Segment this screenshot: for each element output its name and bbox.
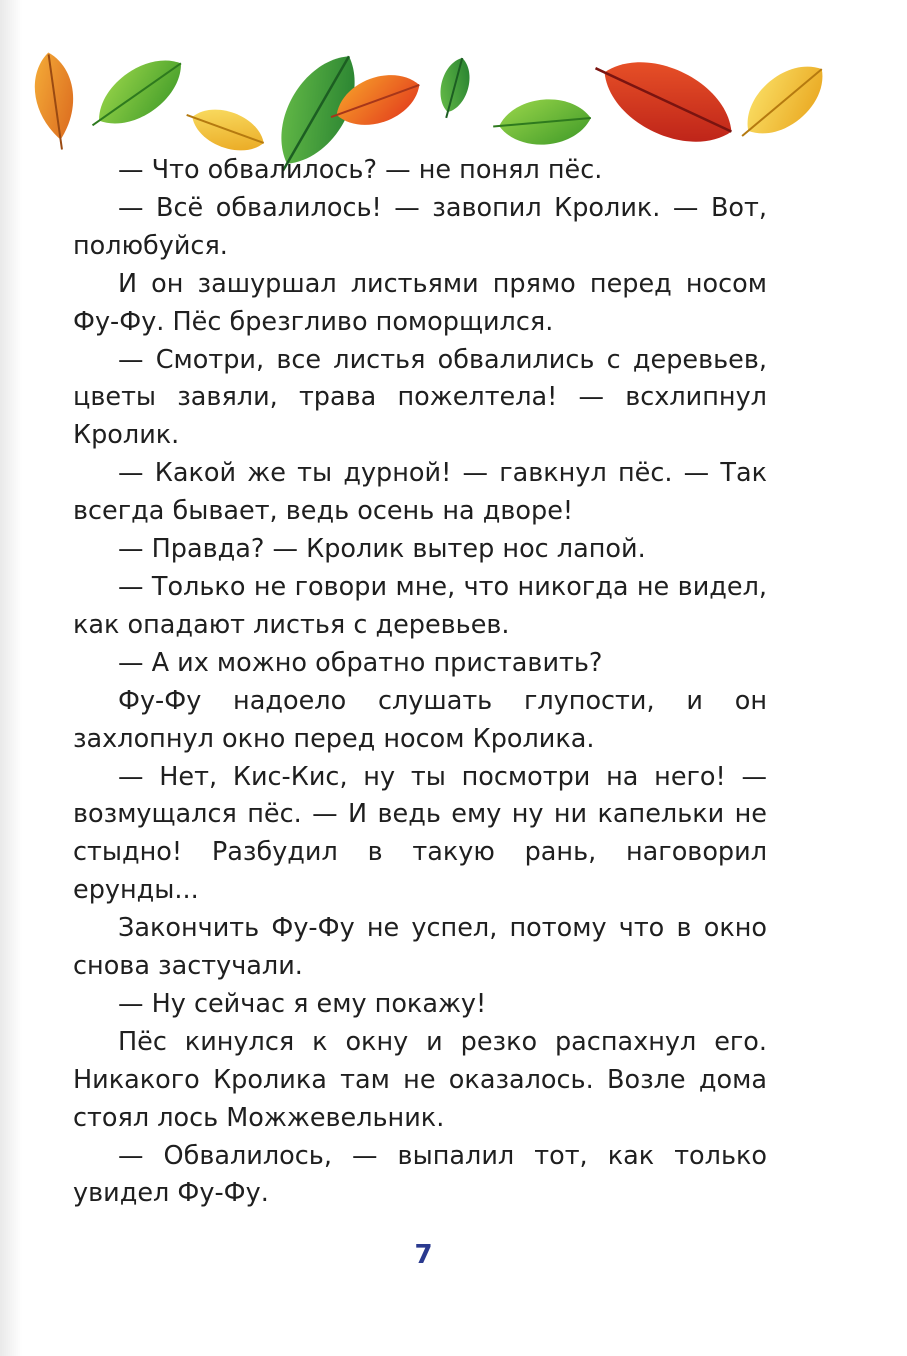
orange-leaf-icon [30, 50, 81, 152]
yellow-leaf-icon-2 [727, 51, 838, 155]
paragraph: — Какой же ты дурной! — гавкнул пёс. — Так всегда бывает, ведь осень на дворе! [73, 458, 767, 527]
page-number: 7 [414, 1240, 433, 1270]
paragraph: — Смотри, все листья обвалились с деревьев, цветы завяли, трава пожелтела! — всхлипнул Кролик. [73, 344, 767, 451]
paragraph: — Ну сейчас я ему покажу! [118, 988, 487, 1019]
green-leaf-icon-2 [491, 96, 593, 149]
paragraph: Пёс кинулся к окну и резко распахнул его. Никакого Кролика там не оказалось. Возле дома стоял лось Можжевельник. [73, 1026, 767, 1133]
paragraph: — А их можно обратно приставить? [118, 647, 603, 678]
green-leaf-icon [80, 45, 194, 144]
small-green-leaf-icon [433, 54, 475, 121]
paragraph: Закончить Фу-Фу не успел, потому что в окно снова застучали. [73, 913, 767, 982]
paragraph: — Всё обвалилось! — завопил Кролик. — Вот, полюбуйся. [73, 192, 767, 261]
paragraph: — Что обвалилось? — не понял пёс. [118, 155, 603, 185]
paragraph: — Только не говори мне, что никогда не видел, как опадают листья с деревьев. [73, 571, 767, 640]
story-text [73, 152, 767, 1213]
page-edge-shadow [0, 0, 22, 1356]
paragraph: И он зашуршал листьями прямо перед носом Фу-Фу. Пёс брезгливо поморщился. [73, 268, 767, 337]
red-leaf-icon [582, 38, 746, 161]
paragraph: Фу-Фу надоело слушать глупости, и он захлопнул окно перед носом Кролика. [73, 685, 767, 754]
paragraph: — Нет, Кис-Кис, ну ты посмотри на него! — возмущался пёс. — И ведь ему ну ни капельки не стыдно! Разбудил в такую рань, наговорил ерунды... [73, 761, 767, 906]
paragraph: — Правда? — Кролик вытер нос лапой. [118, 534, 646, 565]
paragraph: — Обвалилось, — выпалил тот, как только увидел Фу-Фу. [73, 1140, 767, 1209]
yellow-leaf-icon [180, 98, 269, 160]
